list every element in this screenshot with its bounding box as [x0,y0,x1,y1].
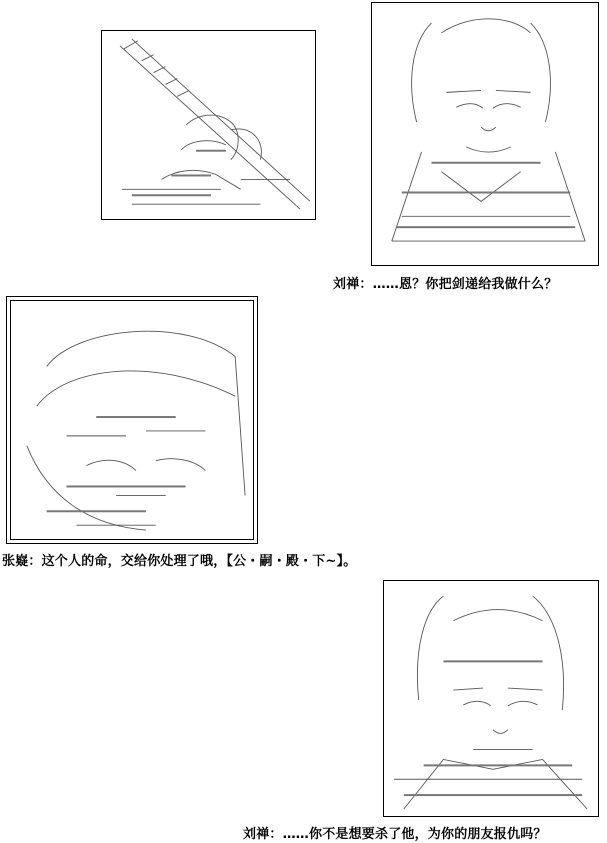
sword-hand-ascii-art [102,31,315,219]
liu-shan-ascii-art [372,3,598,265]
caption-1 [333,273,557,292]
zhang-ni-ascii-art [7,297,257,543]
panel-sword-hand [101,30,316,220]
panel-zhang-ni-face [6,296,258,544]
caption-2-speaker: 张嶷： [2,554,42,569]
caption-3-text: ……你不是想要杀了他，为你的朋友报仇吗？ [282,827,547,842]
caption-3-speaker: 刘禅： [243,827,283,842]
panel-liu-shan-closeup [383,580,599,817]
liu-shan-closeup-ascii-art [384,581,598,816]
caption-2 [2,550,357,569]
caption-3 [243,823,547,842]
caption-1-speaker: 刘禅： [333,277,373,292]
caption-1-text: ……恩？你把剑递给我做什么？ [372,277,558,292]
caption-2-text: 这个人的命，交给你处理了哦，【公・嗣・殿・下~】。 [41,554,357,569]
panel-liu-shan-portrait [371,2,599,266]
